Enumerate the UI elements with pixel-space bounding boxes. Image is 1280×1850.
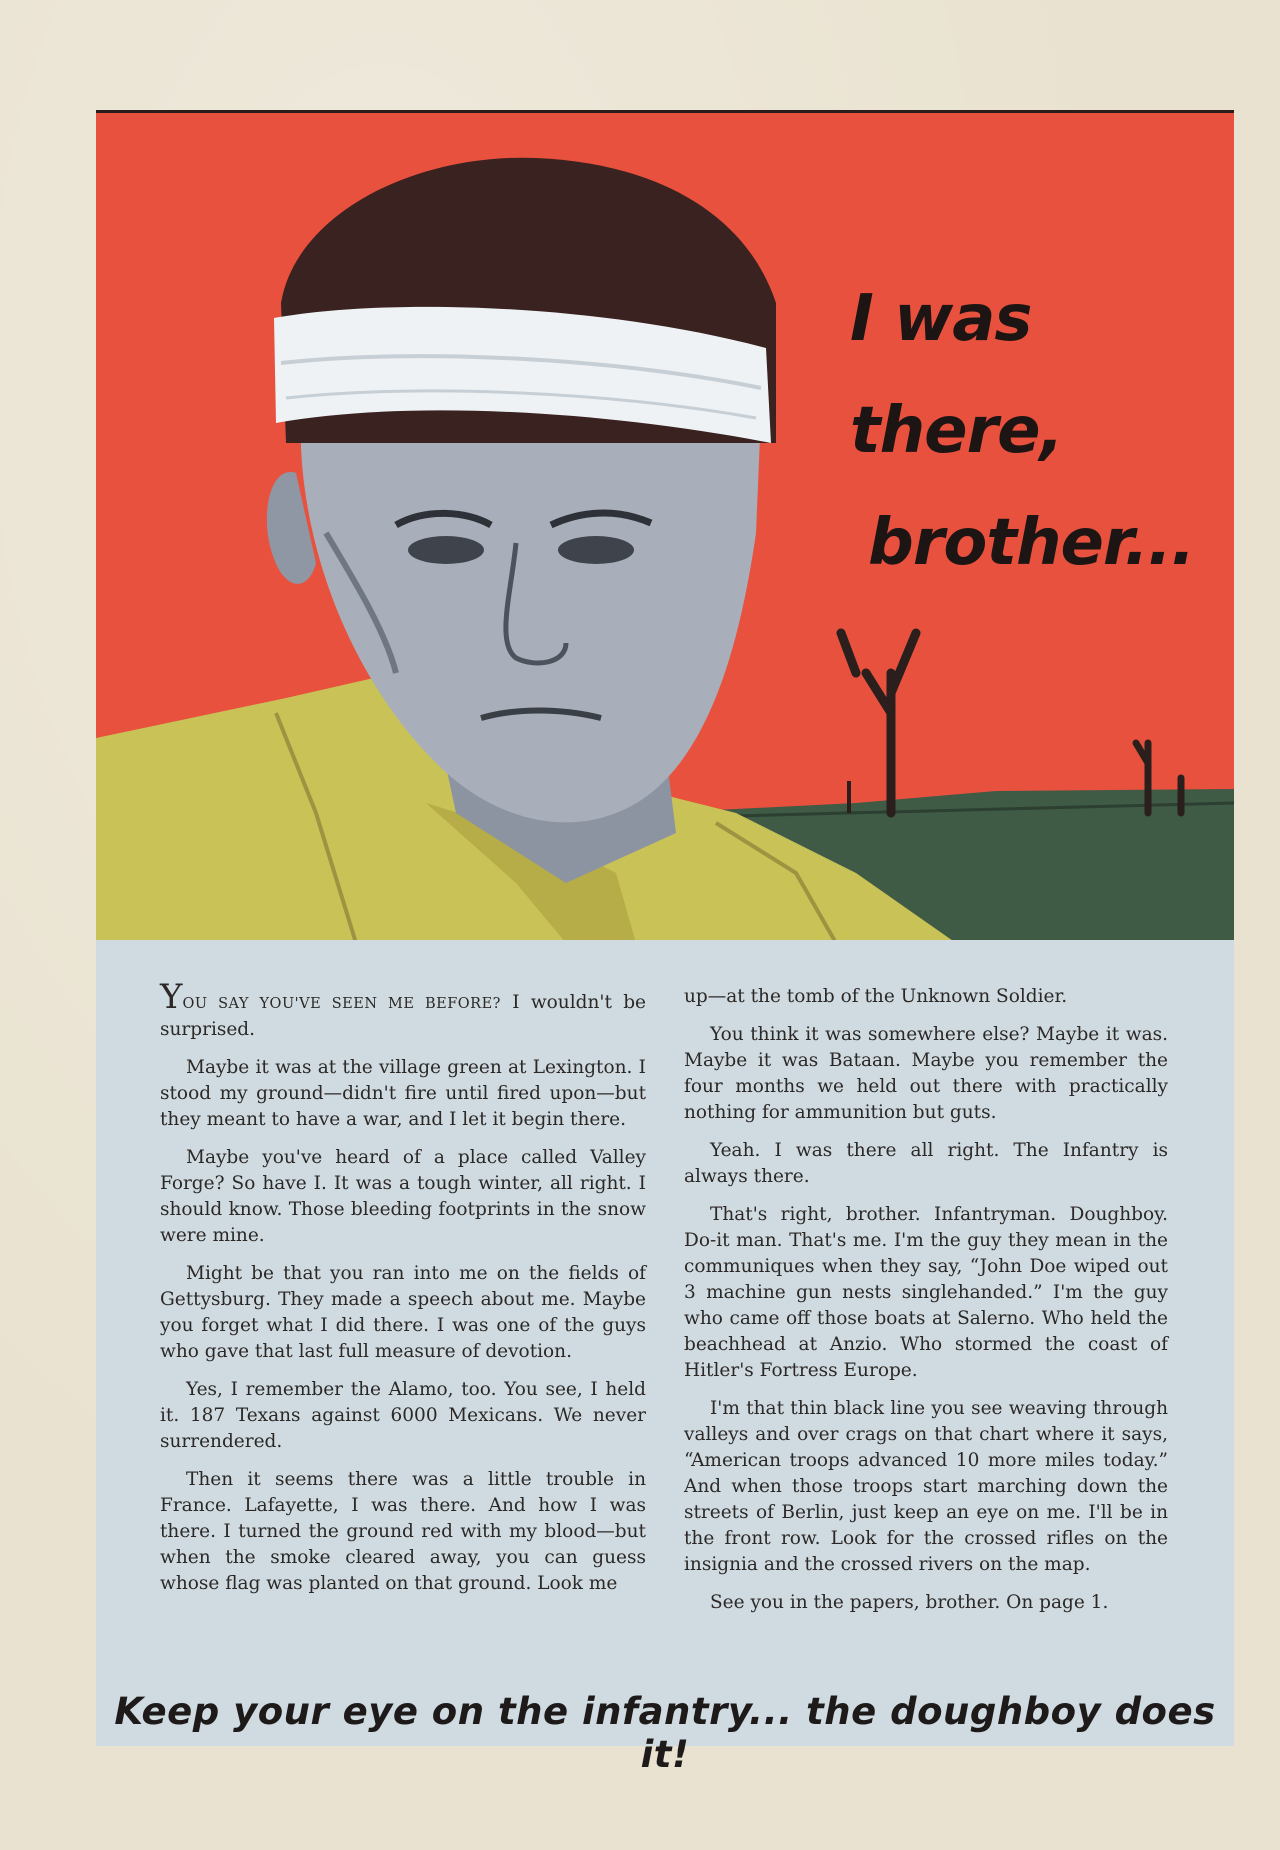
paragraph: Maybe you've heard of a place called Valley Forge? So have I. It was a tough winter, all right. I should know. Those bleeding footprints in the snow were mine. bbox=[160, 1147, 646, 1246]
left-eye bbox=[408, 536, 484, 564]
paragraph: See you in the papers, brother. On page 1. bbox=[710, 1592, 1109, 1613]
tagline: Keep your eye on the infantry... the doughboy does it! bbox=[114, 1690, 1216, 1776]
paragraph: You think it was somewhere else? Maybe it was. Maybe it was Bataan. Maybe you remember the four months we held out there with practically nothing for ammunition but guts. bbox=[684, 1024, 1168, 1123]
dead-tree-large bbox=[841, 633, 916, 813]
lead-text: I wouldn't be surprised. bbox=[160, 992, 647, 1040]
paragraph: Yeah. I was there all right. The Infantry is always there. bbox=[684, 1140, 1168, 1187]
paragraph: Maybe it was at the village green at Lexington. I stood my ground—didn't fire until fired upon—but they meant to have a war, and I let it begin there. bbox=[160, 1057, 646, 1130]
body-column-left bbox=[160, 977, 647, 1609]
headline-line-1: I was there, bbox=[850, 282, 1063, 468]
paragraph: Yes, I remember the Alamo, too. You see, I held it. 187 Texans against 6000 Mexicans. We never surrendered. bbox=[160, 1379, 646, 1452]
lead-small-caps: OU SAY YOU'VE SEEN ME BEFORE? bbox=[182, 996, 501, 1012]
headline-line-2: brother... bbox=[868, 506, 1195, 580]
paragraph bbox=[160, 977, 647, 1043]
paragraph: Then it seems there was a little trouble in France. Lafayette, I was there. And how I was there. I turned the ground red with my blood—but when the smoke cleared away, you can guess whose flag was planted on that ground. Look me bbox=[160, 1469, 646, 1594]
paragraph: up—at the tomb of the Unknown Soldier. bbox=[684, 986, 1068, 1007]
body-column-right bbox=[684, 984, 1168, 1628]
paragraph: Might be that you ran into me on the fields of Gettysburg. They made a speech about me. Maybe you forget what I did there. I was one of the guys who gave that last full measure of devotion. bbox=[160, 1263, 646, 1362]
paragraph: That's right, brother. Infantryman. Doughboy. Do-it man. That's me. I'm the guy they mean in the communiques when they say, “John Doe wiped out 3 machine gun nests singlehanded.” I'm the guy who came off those boats at Salerno. Who held the beachhead at Anzio. Who stormed the coast of Hitler's Fortress Europe. bbox=[684, 1204, 1168, 1381]
right-eye bbox=[558, 536, 634, 564]
paragraph: I'm that thin black line you see weaving through valleys and over crags on that chart where it says, “American troops advanced 10 more miles today.” And when those troops start marching down the streets of Berlin, just keep an eye on me. I'll be in the front row. Look for the crossed rifles on the insignia and the crossed rivers on the map. bbox=[684, 1398, 1168, 1575]
headline bbox=[850, 263, 1234, 599]
illustration-panel bbox=[96, 110, 1234, 943]
drop-cap: Y bbox=[160, 977, 183, 1017]
